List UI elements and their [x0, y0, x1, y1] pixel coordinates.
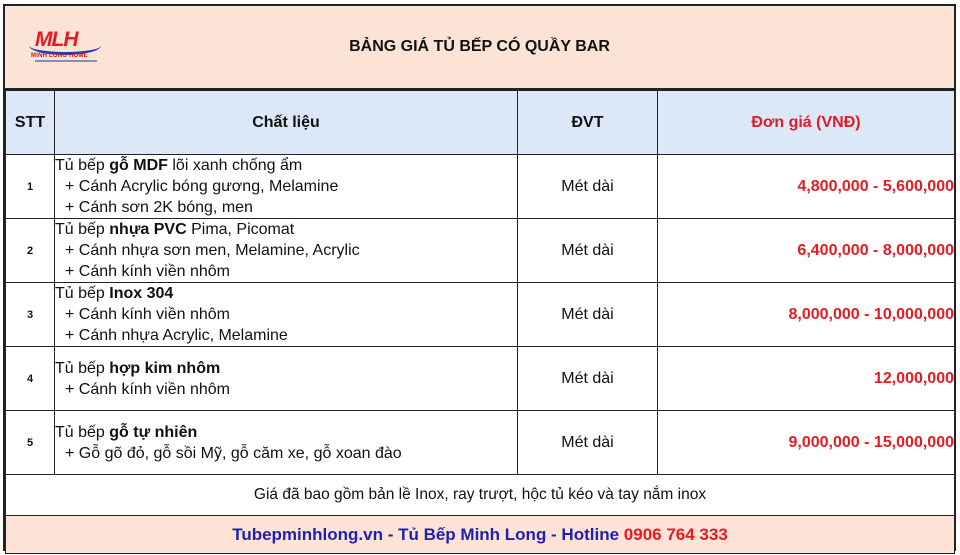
title-band: [5, 6, 954, 90]
logo-mark: MLH: [35, 28, 78, 51]
unit-cell: Mét dài: [518, 411, 658, 475]
row-number: 5: [6, 411, 55, 475]
price-note: Giá đã bao gồm bản lề Inox, ray trượt, hộc tủ kéo và tay nắm inox: [6, 475, 955, 516]
material-suffix: lõi xanh chống ẩm: [167, 157, 303, 174]
footer-website-link[interactable]: Tubepminhlong.vn - Tủ Bếp Minh Long - Hotline: [232, 524, 624, 544]
material-type: hợp kim nhôm: [109, 359, 221, 377]
table-row: [6, 219, 955, 283]
price-cell: 8,000,000 - 10,000,000: [658, 283, 955, 347]
material-option: + Cánh nhựa Acrylic, Melamine: [65, 327, 288, 344]
unit-cell: Mét dài: [518, 155, 658, 219]
price-cell: 12,000,000: [658, 347, 955, 411]
price-cell: 9,000,000 - 15,000,000: [658, 411, 955, 475]
material-title: [55, 155, 517, 176]
footer-row: [6, 516, 955, 554]
table-header-row: [6, 91, 955, 155]
material-option: + Cánh nhựa sơn men, Melamine, Acrylic: [65, 242, 360, 259]
material-option: + Gỗ gõ đỏ, gỗ sồi Mỹ, gỗ căm xe, gỗ xoan đào: [65, 444, 402, 462]
column-header-stt: STT: [6, 91, 55, 155]
material-prefix: Tủ bếp: [55, 423, 110, 441]
material-cell: [55, 283, 518, 347]
price-cell: 4,800,000 - 5,600,000: [658, 155, 955, 219]
material-prefix: Tủ bếp: [55, 157, 110, 174]
material-title: [55, 358, 517, 379]
material-prefix: Tủ bếp: [55, 221, 110, 238]
material-option: + Cánh kính viền nhôm: [65, 263, 230, 280]
table-row: [6, 155, 955, 219]
material-prefix: Tủ bếp: [55, 285, 110, 302]
footer-contact: [6, 516, 955, 554]
material-type: nhựa PVC: [109, 221, 187, 238]
table-row: [6, 347, 955, 411]
logo-tagline-line: [35, 60, 97, 62]
material-title: [55, 283, 517, 304]
material-cell: [55, 155, 518, 219]
page-title: BẢNG GIÁ TỦ BẾP CÓ QUẦY BAR: [349, 38, 610, 55]
unit-cell: Mét dài: [518, 219, 658, 283]
material-option: + Cánh sơn 2K bóng, men: [65, 199, 253, 216]
price-table: [5, 90, 955, 554]
row-number: 3: [6, 283, 55, 347]
material-title: [55, 422, 517, 443]
material-prefix: Tủ bếp: [55, 359, 110, 377]
logo-subtitle: MINH LONG HOME: [31, 53, 88, 59]
material-cell: [55, 411, 518, 475]
hotline-number[interactable]: 0906 764 333: [623, 524, 728, 544]
column-header-unit: ĐVT: [518, 91, 658, 155]
row-number: 1: [6, 155, 55, 219]
row-number: 2: [6, 219, 55, 283]
material-type: Inox 304: [109, 285, 174, 302]
material-cell: [55, 347, 518, 411]
unit-cell: Mét dài: [518, 347, 658, 411]
table-row: [6, 411, 955, 475]
unit-cell: Mét dài: [518, 283, 658, 347]
material-title: [55, 219, 517, 240]
table-row: [6, 283, 955, 347]
material-option: + Cánh kính viền nhôm: [65, 306, 230, 323]
column-header-price: Đơn giá (VNĐ): [658, 91, 955, 155]
price-cell: 6,400,000 - 8,000,000: [658, 219, 955, 283]
material-cell: [55, 219, 518, 283]
price-sheet: [3, 4, 956, 551]
column-header-material: Chất liệu: [55, 91, 518, 155]
material-type: gỗ MDF: [109, 157, 168, 174]
material-suffix: Pima, Picomat: [186, 221, 295, 238]
material-option: + Cánh kính viền nhôm: [65, 380, 230, 398]
material-type: gỗ tự nhiên: [109, 423, 198, 441]
row-number: 4: [6, 347, 55, 411]
material-option: + Cánh Acrylic bóng gương, Melamine: [65, 178, 339, 195]
note-row: [6, 475, 955, 516]
